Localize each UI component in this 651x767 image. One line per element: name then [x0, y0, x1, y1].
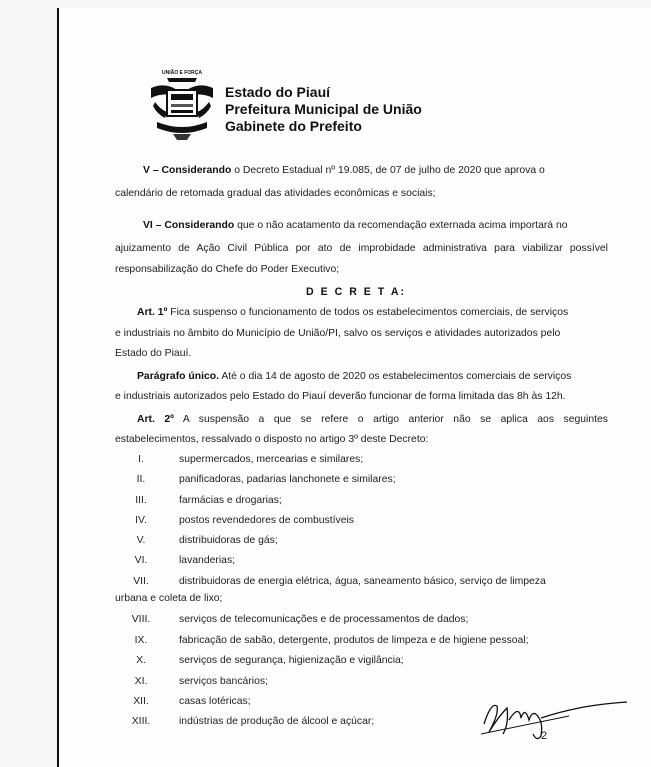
considerando-vi-line2: ajuizamento de Ação Civil Pública por ato de improbidade administrativa para viabilizar possível	[115, 243, 608, 254]
paragrafo-line1: Parágrafo único. Até o dia 14 de agosto de 2020 os estabelecimentos comerciais de serviços	[137, 371, 572, 382]
organization-name	[225, 84, 422, 135]
decreta-heading: D E C R E T A:	[306, 286, 406, 298]
considerando-vi-line3: responsabilização do Chefe do Poder Executivo;	[115, 264, 340, 275]
page-number: 2	[541, 730, 548, 742]
state-name: Estado do Piauí	[225, 84, 331, 100]
signature-icon	[429, 694, 629, 744]
art1-line1: Art. 1º Fica suspenso o funcionamento de todos os estabelecimentos comerciais, de serviços	[137, 307, 569, 318]
art1-line3: Estado do Piauí.	[115, 348, 192, 359]
letterhead	[147, 66, 467, 146]
cabinet-name: Gabinete do Prefeito	[225, 118, 362, 134]
coat-motto: UNIÃO E FORÇA	[162, 70, 202, 76]
considerando-v-line1: V – Considerando o Decreto Estadual nº 19.085, de 07 de julho de 2020 que aprova o	[143, 165, 545, 176]
art1-line2: e industriais no âmbito do Município de União/PI, salvo os serviços e atividades autorizados pelo	[115, 328, 561, 339]
paragrafo-line2: e industriais autorizados pelo Estado do Piauí deverão funcionar de forma limitada das 8h às 12h.	[115, 391, 566, 402]
document-page: UNIÃO E FORÇA Estado do Piauí Prefeitura Municipal de União Gabinete do Prefeito V – Considerando o Decreto Estadual nº 19.085, de 07 de julho de 2020 que aprova o calendário de retomada gradual das atividades econômicas e sociais; VI – Considerando que o não acatamento da recomendação externada acima importará no ajuizamento de Ação Civil Pública por ato de improbidade administrativa para viabilizar possível responsabilização do Chefe do Poder Executivo; D E C R E T A: Art. 1º Fica suspenso o funcionamento de todos os estabelecimentos comerciais, de serviços e industriais no âmbito do Município de União/PI, salvo os serviços e atividades autorizados pelo Estado do Piauí. Parágrafo único. Até o dia 14 de agosto de 2020 os estabelecimentos comerciais de serviços e industriais autorizados pelo Estado do Piauí deverão funcionar de forma limitada das 8h às 12h. Art. 2º A suspensão a que se refere o artigo anterior não se aplica aos seguintes estabelecimentos, ressalvado o disposto no artigo 3º deste Decreto: I. supermercados, mercearias e similares; II. panificadoras, padarias lanchonete e similares; III. farmácias e drogarias; IV. postos revendedores de combustíveis V. distribuidoras de gás; VI. lavanderias; VII. distribuidoras de energia elétrica, água, saneamento básico, serviço de limpeza urbana e coleta de lixo; VIII. serviços de telecomunicações e de processamentos de dados; IX. fabricação de sabão, detergente, produtos de limpeza e de higiene pessoal; X. serviços de segurança, higienização e vigilância; XI. serviços bancários; XII. casas lotéricas; XIII. indústrias de produção de álcool e açúcar; 2	[57, 8, 651, 767]
city-hall-name: Prefeitura Municipal de União	[225, 101, 422, 117]
art2-line1: Art. 2º A suspensão a que se refere o artigo anterior não se aplica aos seguintes	[137, 414, 608, 425]
considerando-v-line2: calendário de retomada gradual das atividades econômicas e sociais;	[115, 188, 436, 199]
list-item: VII. distribuidoras de energia elétrica, água, saneamento básico, serviço de limpeza	[133, 576, 546, 587]
considerando-vi-line1: VI – Considerando que o não acatamento da recomendação externada acima importará no	[143, 220, 568, 231]
art2-line2: estabelecimentos, ressalvado o disposto no artigo 3º deste Decreto:	[115, 434, 429, 445]
municipal-coat-of-arms-icon	[147, 66, 217, 144]
list-item-continuation: urbana e coleta de lixo;	[115, 593, 223, 604]
